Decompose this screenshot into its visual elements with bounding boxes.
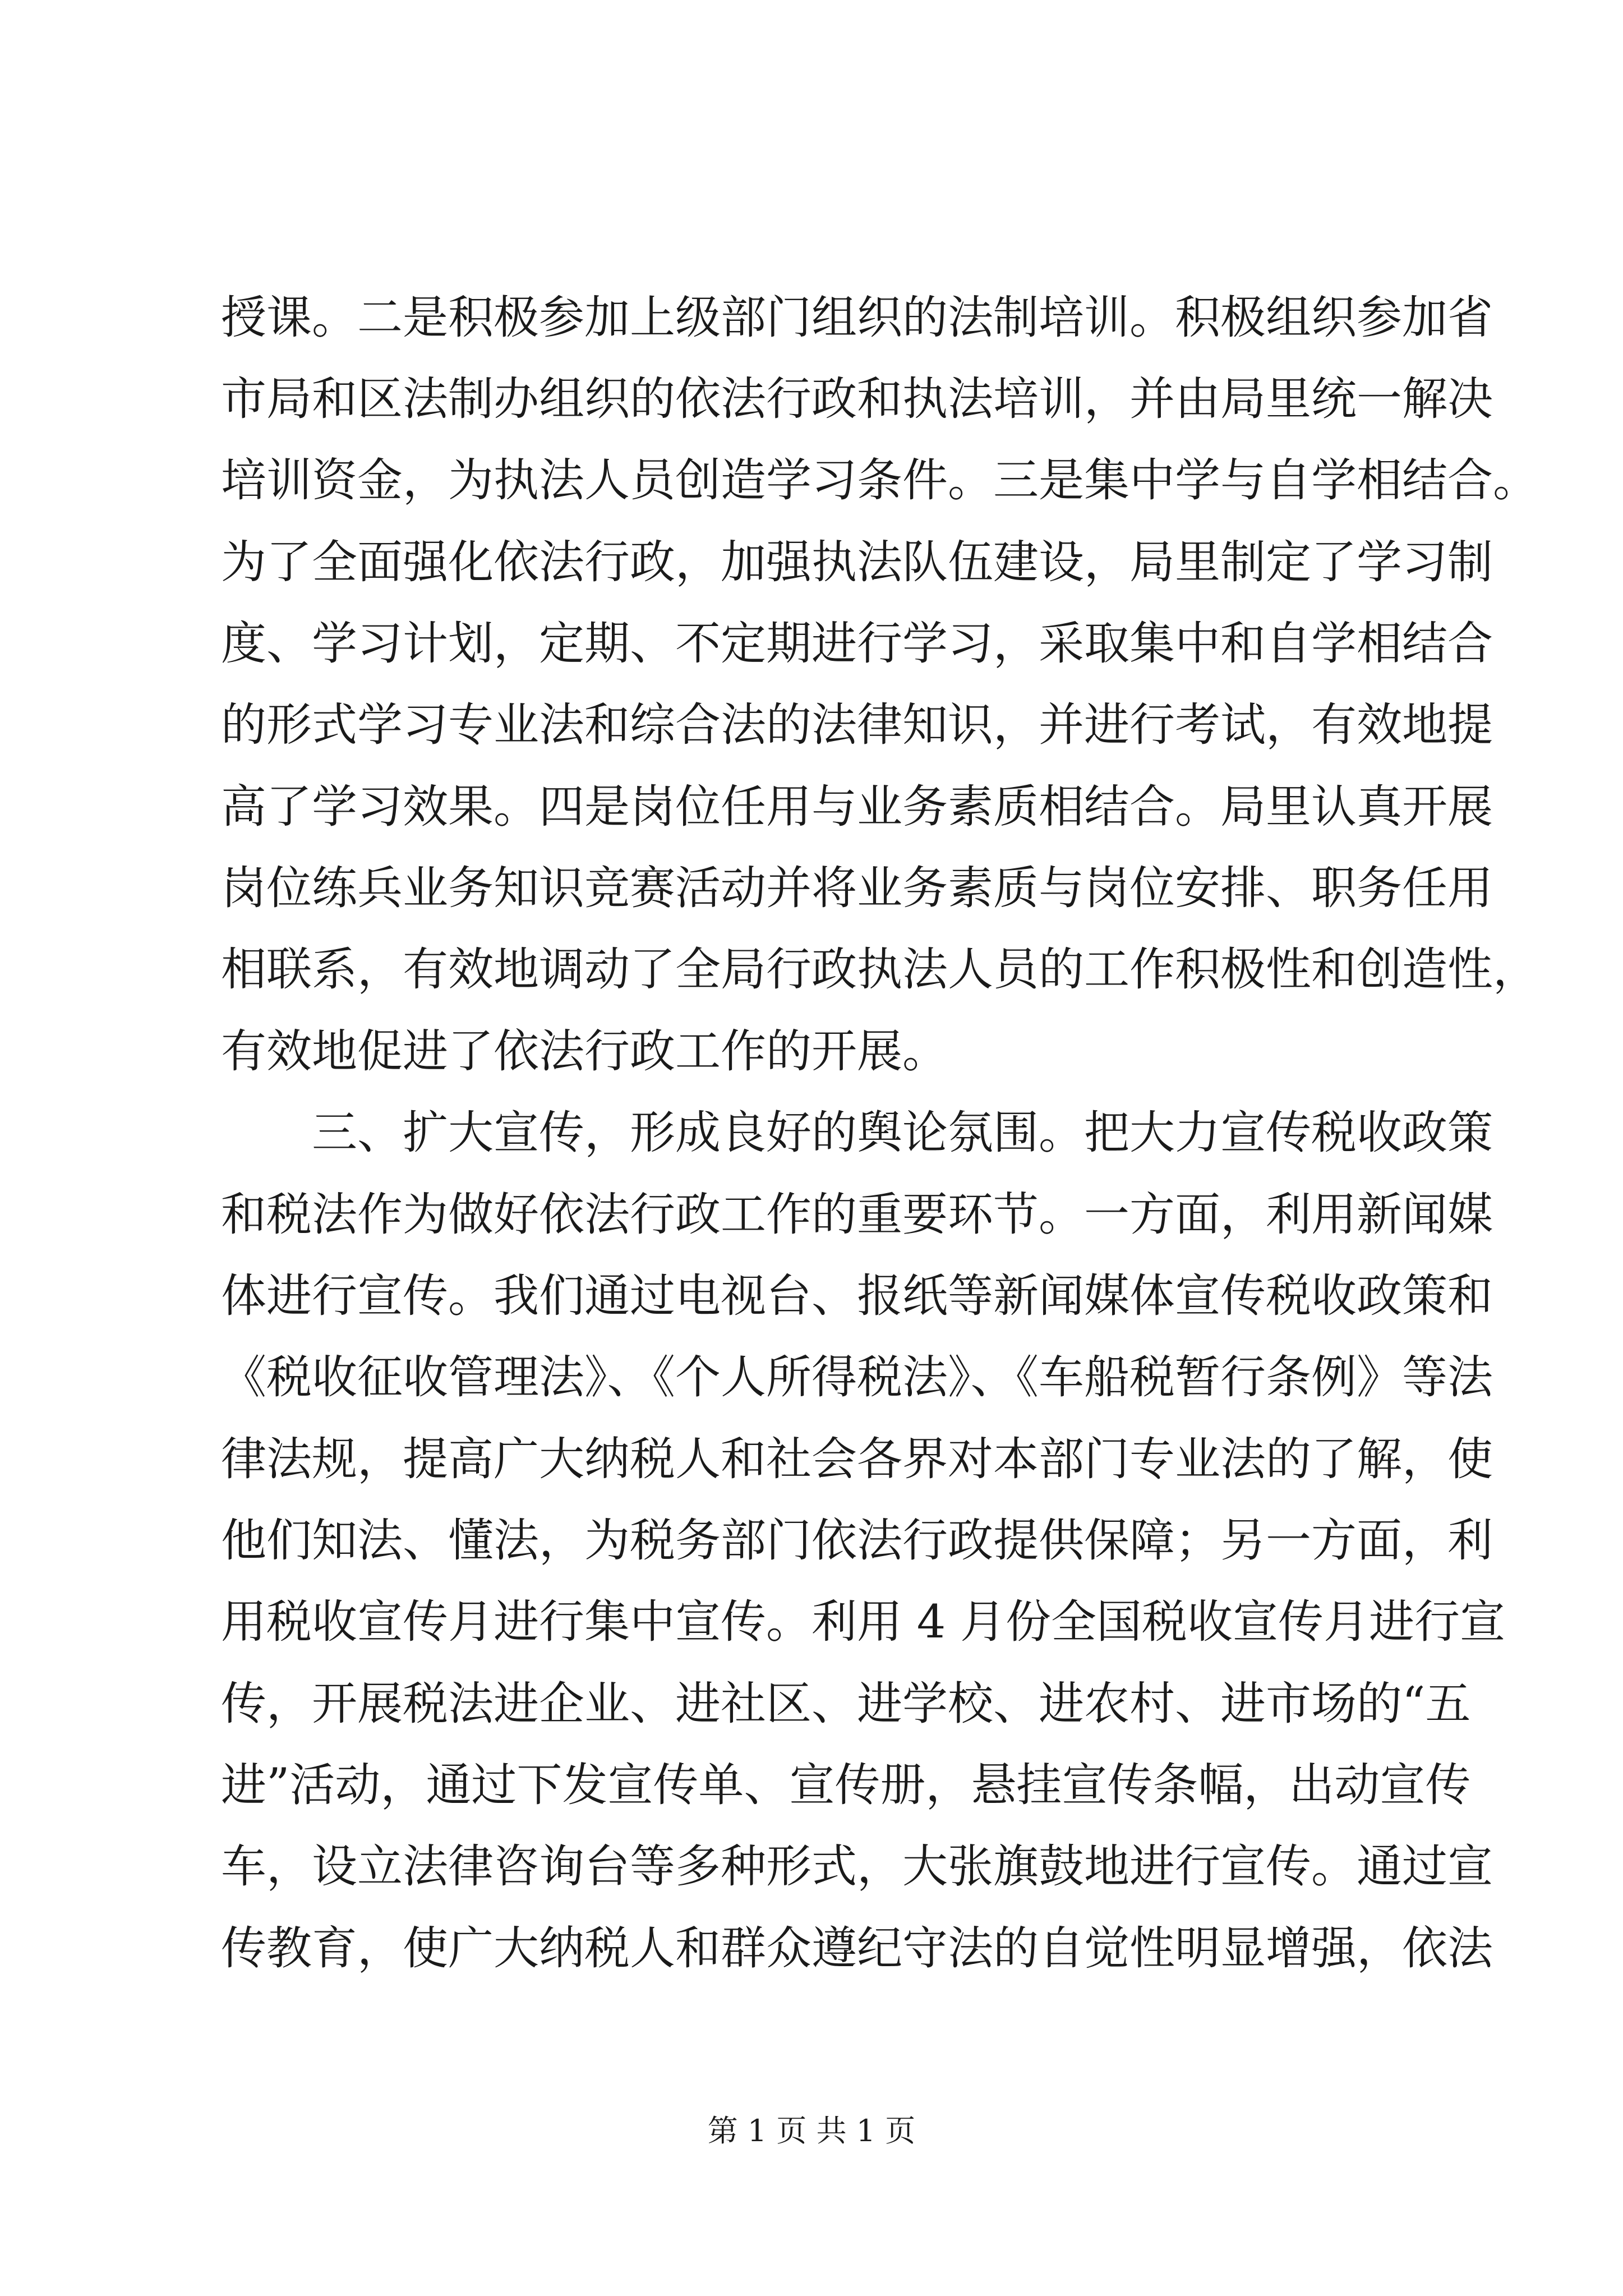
body-line: 传，开展税法进企业、进社区、进学校、进农村、进市场的“五 (221, 1678, 1471, 1731)
body-line: 高了学习效果。四是岗位任用与业务素质相结合。局里认真开展 (221, 781, 1493, 834)
body-line: 律法规，提高广大纳税人和社会各界对本部门专业法的了解，使 (221, 1433, 1493, 1486)
section-heading-line: 三、扩大宣传，形成良好的舆论氛围。把大力宣传税收政策 (312, 1107, 1493, 1159)
body-line: 有效地促进了依法行政工作的开展。 (221, 1025, 948, 1078)
body-line: 度、学习计划，定期、不定期进行学习，采取集中和自学相结合 (221, 618, 1493, 670)
body-line: 的形式学习专业法和综合法的法律知识，并进行考试，有效地提 (221, 699, 1493, 752)
body-line: 体进行宣传。我们通过电视台、报纸等新闻媒体宣传税收政策和 (221, 1270, 1493, 1323)
body-line: 和税法作为做好依法行政工作的重要环节。一方面，利用新闻媒 (221, 1189, 1493, 1241)
body-line: 授课。二是积极参加上级部门组织的法制培训。积极组织参加省 (221, 292, 1493, 344)
body-line: 传教育，使广大纳税人和群众遵纪守法的自觉性明显增强，依法 (221, 1922, 1493, 1975)
body-line: 用税收宣传月进行集中宣传。利用 4 月份全国税收宣传月进行宣 (221, 1596, 1506, 1649)
body-line: 为了全面强化依法行政，加强执法队伍建设，局里制定了学习制 (221, 536, 1493, 589)
body-line: 相联系，有效地调动了全局行政执法人员的工作积极性和创造性， (221, 944, 1539, 996)
body-line: 培训资金，为执法人员创造学习条件。三是集中学与自学相结合。 (221, 454, 1539, 507)
body-line: 他们知法、懂法，为税务部门依法行政提供保障；另一方面，利 (221, 1515, 1493, 1567)
body-line: 《税收征收管理法》、《个人所得税法》、《车船税暂行条例》等法 (221, 1351, 1493, 1404)
body-line: 进”活动，通过下发宣传单、宣传册，悬挂宣传条幅，出动宣传 (221, 1759, 1471, 1812)
body-line: 岗位练兵业务知识竞赛活动并将业务素质与岗位安排、职务任用 (221, 862, 1493, 915)
body-line: 市局和区法制办组织的依法行政和执法培训，并由局里统一解决 (221, 373, 1493, 426)
page-footer: 第 1 页 共 1 页 (707, 2113, 916, 2148)
body-line: 车，设立法律咨询台等多种形式，大张旗鼓地进行宣传。通过宣 (221, 1841, 1493, 1893)
